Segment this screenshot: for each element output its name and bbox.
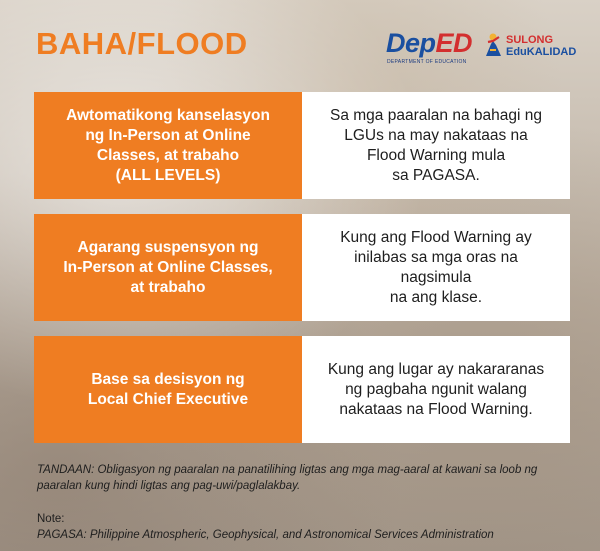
condition-cell <box>34 214 302 321</box>
sulong-edukalidad-logo <box>482 32 582 72</box>
condition-text: Base sa desisyon ng Local Chief Executive <box>87 370 249 408</box>
flood-rule-row <box>34 92 570 199</box>
description-cell <box>302 92 570 199</box>
deped-logo-ed: ED <box>435 28 473 58</box>
note-label: Note: <box>37 513 65 525</box>
pagasa-definition: PAGASA: Philippine Atmospheric, Geophysical, and Astronomical Services Administration <box>37 529 494 541</box>
tandaan-note: TANDAAN: Obligasyon ng paaralan na panatilihing ligtas ang mga mag-aaral at kawani sa loob ng paaralan kung hindi ligtas ang pag-uwi/paglalakbay. <box>37 464 538 492</box>
condition-text: Agarang suspensyon ng In-Person at Online Classes, at trabaho <box>63 238 273 296</box>
condition-text: Awtomatikong kanselasyon ng In-Person at Online Classes, at trabaho (ALL LEVELS) <box>66 106 270 184</box>
deped-logo-dep: Dep <box>386 28 436 58</box>
description-cell <box>302 336 570 443</box>
deped-logo <box>386 28 474 68</box>
sulong-figure-icon <box>482 32 504 58</box>
page-title: BAHA/FLOOD <box>36 26 248 61</box>
condition-cell <box>34 92 302 199</box>
deped-logo-subtitle: DEPARTMENT OF EDUCATION <box>387 59 467 65</box>
sulong-logo-line1: SULONG <box>506 34 554 46</box>
flood-rule-row <box>34 336 570 443</box>
flood-rule-row <box>34 214 570 321</box>
sulong-logo-line2: EduKALIDAD <box>506 46 577 58</box>
description-text: Sa mga paaralan na bahagi ng LGUs na may nakataas na Flood Warning mula sa PAGASA. <box>330 106 542 184</box>
description-text: Kung ang Flood Warning ay inilabas sa mga oras na nagsimula na ang klase. <box>340 228 532 306</box>
description-text: Kung ang lugar ay nakararanas ng pagbaha ngunit walang nakataas na Flood Warning. <box>327 360 545 418</box>
footnote <box>37 511 567 543</box>
description-cell <box>302 214 570 321</box>
condition-cell <box>34 336 302 443</box>
